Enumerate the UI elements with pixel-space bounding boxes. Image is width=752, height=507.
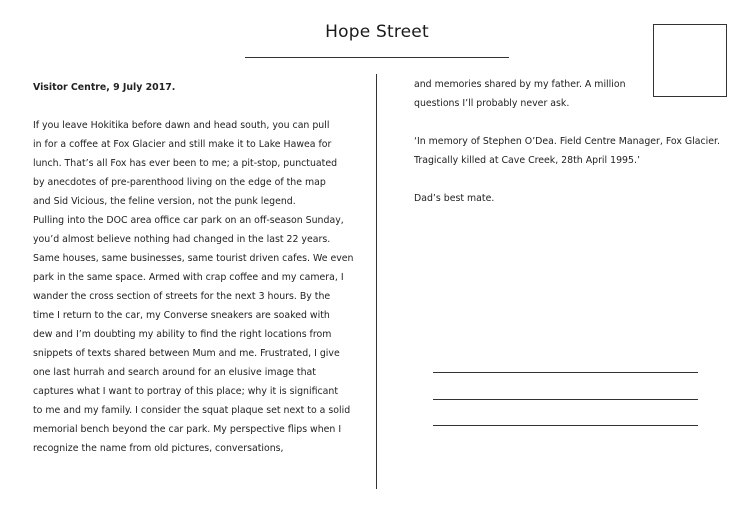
address-line [433, 372, 698, 373]
message-line: captures what I want to portray of this place; why it is significant [33, 386, 338, 397]
continuation-line: questions I’ll probably never ask. [414, 98, 570, 109]
paragraph-gap [414, 170, 744, 189]
message-column [33, 78, 363, 458]
message-line: park in the same space. Armed with crap coffee and my camera, I [33, 272, 344, 283]
message-line: wander the cross section of streets for the next 3 hours. By the [33, 291, 331, 302]
message-line: Same houses, same businesses, same tourist driven cafes. We even [33, 253, 354, 264]
message-line: you’d almost believe nothing had changed in the last 22 years. [33, 234, 331, 245]
message-line: snippets of texts shared between Mum and me. Frustrated, I give [33, 348, 340, 359]
postcard-title: Hope Street [325, 22, 429, 42]
message-line: and Sid Vicious, the feline version, not the punk legend. [33, 196, 296, 207]
message-line: lunch. That’s all Fox has ever been to me; a pit-stop, punctuated [33, 158, 338, 169]
continuation-line: and memories shared by my father. A million [414, 79, 626, 90]
message-heading: Visitor Centre, 9 July 2017. [33, 82, 176, 93]
address-line [433, 425, 698, 426]
plaque-quote-line: Tragically killed at Cave Creek, 28th April 1995.’ [414, 155, 640, 166]
continuation-column [414, 75, 744, 208]
title-underline [245, 57, 509, 58]
paragraph-gap [33, 97, 363, 116]
message-line: Pulling into the DOC area office car park on an off-season Sunday, [33, 215, 344, 226]
message-line: memorial bench beyond the car park. My perspective flips when I [33, 424, 342, 435]
message-line: If you leave Hokitika before dawn and head south, you can pull [33, 120, 330, 131]
address-line [433, 399, 698, 400]
message-line: in for a coffee at Fox Glacier and still make it to Lake Hawea for [33, 139, 332, 150]
message-line: dew and I’m doubting my ability to find the right locations from [33, 329, 332, 340]
center-divider [376, 74, 377, 489]
signoff-line: Dad’s best mate. [414, 193, 495, 204]
paragraph-gap [414, 113, 744, 132]
message-line: to me and my family. I consider the squat plaque set next to a solid [33, 405, 351, 416]
message-line: recognize the name from old pictures, conversations, [33, 443, 284, 454]
message-line: time I return to the car, my Converse sneakers are soaked with [33, 310, 330, 321]
plaque-quote-line: ‘In memory of Stephen O’Dea. Field Centre Manager, Fox Glacier. [414, 136, 721, 147]
message-line: one last hurrah and search around for an elusive image that [33, 367, 316, 378]
message-line: by anecdotes of pre-parenthood living on the edge of the map [33, 177, 326, 188]
